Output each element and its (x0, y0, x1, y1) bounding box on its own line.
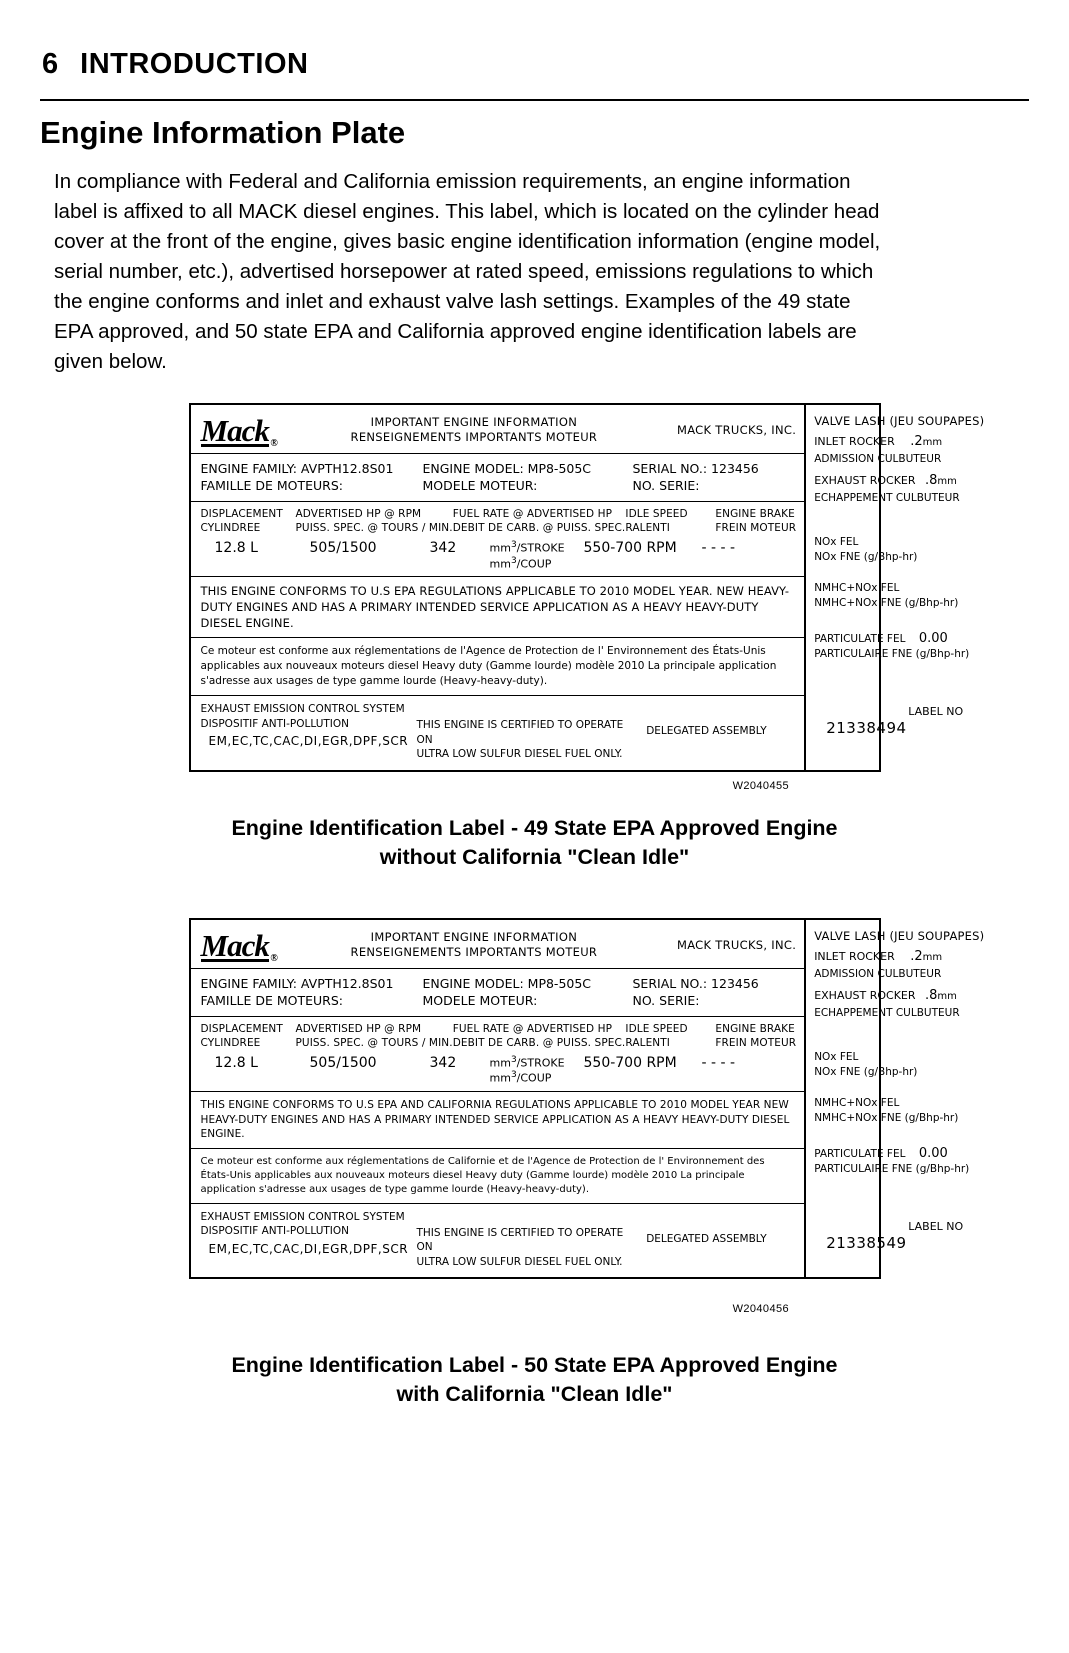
spec-header-displacement-fr: CYLINDREE (200, 1036, 261, 1049)
spec-header-idle-speed-en: IDLE SPEED (625, 508, 688, 520)
important-info-en: IMPORTANT ENGINE INFORMATION (370, 929, 578, 944)
figure-id-2: W2040456 (732, 1303, 789, 1316)
spec-header-fuel-rate (453, 1022, 626, 1050)
exhaust-rocker-unit: mm (937, 476, 957, 487)
chapter-title: INTRODUCTION (80, 48, 309, 80)
exhaust-rocker-row-2 (814, 989, 971, 1004)
fuel-rate-unit-1: mm (489, 541, 511, 555)
inlet-rocker-label: INLET ROCKER (814, 949, 895, 963)
company-name-2: MACK TRUCKS, INC. (676, 937, 797, 952)
engine-model-value: MP8-505C (527, 975, 592, 991)
engine-family-field-2 (201, 975, 413, 1009)
engine-family-label-en: ENGINE FAMILY: (200, 461, 297, 476)
spec-table-values (191, 535, 805, 576)
spec-table-2 (191, 1016, 805, 1091)
serial-number-field (633, 460, 797, 494)
spec-header-fuel-rate-en: FUEL RATE @ ADVERTISED HP (452, 1022, 613, 1035)
exhaust-rocker-label: EXHAUST ROCKER (814, 988, 916, 1002)
label-left-column-2 (191, 920, 807, 1277)
spec-header-idle-speed-fr: RALENTI (625, 1036, 670, 1049)
fuel-cert-line-2: ULTRA LOW SULFUR DIESEL FUEL ONLY. (416, 1255, 623, 1268)
fuel-rate-unit-1-exp: 3 (510, 1054, 517, 1065)
fuel-cert-line-2: ULTRA LOW SULFUR DIESEL FUEL ONLY. (416, 748, 623, 761)
engine-family-value: AVPTH12.8S01 (300, 975, 394, 991)
emission-codes: EM,EC,TC,CAC,DI,EGR,DPF,SCR (208, 734, 409, 749)
nmhc-nox-fne-label: NMHC+NOx FNE (g/Bhp-hr) (814, 1111, 959, 1124)
fuel-certification-text (417, 702, 641, 762)
engine-model-value: MP8-505C (527, 461, 592, 476)
spec-table (191, 501, 805, 576)
particulate-fel-label: PARTICULATE FEL (814, 1147, 906, 1160)
particulate-fel-row (814, 631, 971, 647)
engine-family-label-fr: FAMILLE DE MOTEURS: (200, 992, 343, 1008)
emission-system-en: EXHAUST EMISSION CONTROL SYSTEM (200, 1210, 405, 1223)
exhaust-rocker-value: .8 (925, 987, 938, 1003)
page-number: 6 (42, 48, 59, 80)
figure-caption-line-1: Engine Identification Label - 50 State EPA Approved Engine (231, 1353, 838, 1378)
figure-caption-line-2: with California "Clean Idle" (396, 1382, 673, 1407)
engine-family-value: AVPTH12.8S01 (300, 461, 394, 476)
serial-label-en: SERIAL NO.: (632, 975, 708, 991)
fuel-rate-unit-2: mm (489, 557, 511, 571)
engine-model-label-en: ENGINE MODEL: (422, 461, 524, 476)
hp-rpm-value: 505/1500 (309, 540, 377, 556)
delegated-assembly-text-2: DELEGATED ASSEMBLY (646, 1232, 767, 1245)
label-top-band-2 (191, 920, 805, 968)
spec-header-idle-speed-en: IDLE SPEED (625, 1022, 688, 1035)
hp-rpm-value: 505/1500 (309, 1054, 377, 1071)
nmhc-nox-fel-label: NMHC+NOx FEL (814, 582, 900, 594)
idle-speed-value: 550-700 RPM (583, 1054, 677, 1071)
emission-system-fr: DISPOSITIF ANTI-POLLUTION (200, 1225, 350, 1238)
spec-header-engine-brake-fr: FREIN MOTEUR (715, 1036, 797, 1049)
nmhc-nox-block-2 (814, 1096, 971, 1126)
figure-caption (40, 814, 1029, 872)
nox-fel-label: NOx FEL (814, 1050, 859, 1063)
displacement-value: 12.8 L (214, 540, 258, 556)
spec-table-headers (191, 502, 805, 535)
important-info-fr: RENSEIGNEMENTS IMPORTANTS MOTEUR (350, 944, 598, 959)
valve-lash-title: VALVE LASH (JEU SOUPAPES) (814, 414, 985, 428)
serial-value: 123456 (711, 975, 759, 991)
engine-model-label-fr: MODELE MOTEUR: (422, 478, 538, 493)
particulate-fel-label: PARTICULATE FEL (814, 633, 906, 645)
epa-conformance-text-fr: Ce moteur est conforme aux réglementations de l'Agence de Protection de l' Environnement des États-Unis applicables aux nouveaux moteurs diesel Heavy duty (Gamme lourde) modèle 2010 La principale application s'adresse aux usages de type gamme lourde (Heavy-heavy-duty). (191, 637, 805, 695)
header-divider (40, 99, 1029, 101)
figure-caption-line-1: Engine Identification Label - 49 State EPA Approved Engine (231, 815, 838, 840)
fuel-rate-unit-2-rest: /COUP (516, 1072, 552, 1086)
spec-header-hp-en: ADVERTISED HP @ RPM (295, 508, 422, 520)
important-info-heading (281, 415, 667, 445)
label-wrap-2 (40, 918, 1029, 1279)
engine-information-label (189, 403, 985, 772)
particulate-fel-row (814, 1146, 971, 1162)
fuel-rate-units (488, 539, 584, 570)
inlet-rocker-row (814, 435, 971, 450)
engine-family-field (201, 460, 413, 494)
spec-header-idle-speed (625, 1022, 715, 1050)
fuel-rate-unit-2-rest: /COUP (516, 557, 552, 571)
spec-header-engine-brake (715, 507, 796, 535)
label-right-column (806, 405, 985, 770)
inlet-rocker-value: .2 (910, 434, 923, 449)
exhaust-rocker-value: .8 (925, 473, 938, 488)
spec-header-engine-brake-fr: FREIN MOTEUR (715, 522, 797, 534)
spec-header-displacement (201, 507, 296, 535)
valve-lash-title-2: VALVE LASH (JEU SOUPAPES) (814, 928, 985, 943)
important-info-fr: RENSEIGNEMENTS IMPORTANTS MOTEUR (350, 430, 598, 444)
fuel-rate-unit-1: mm (489, 1056, 511, 1070)
fuel-rate-unit-2-exp: 3 (510, 1070, 517, 1081)
engine-family-row (191, 453, 805, 501)
fuel-rate-unit-1-exp: 3 (510, 540, 517, 550)
figure-caption-line-2: without California "Clean Idle" (379, 844, 690, 869)
fuel-rate-units (488, 1054, 584, 1085)
engine-model-label-fr: MODELE MOTEUR: (422, 992, 538, 1008)
label-left-column (191, 405, 807, 770)
mack-logo-text: Mack (200, 413, 269, 448)
label-bottom-section-2 (191, 1203, 805, 1278)
spec-header-hp (296, 1022, 453, 1050)
spec-header-displacement (201, 1022, 296, 1050)
fuel-rate-value: 342 (429, 1054, 457, 1071)
fuel-certification-text-2 (417, 1210, 641, 1270)
epa-conformance-text-fr-2: Ce moteur est conforme aux réglementations de Californie et de l'Agence de Protection de l' Environnement des États-Unis applicables aux nouveaux moteurs diesel Heavy duty (Gamme lourde) modèle 2010 La principale application s'adresse aux usages de type gamme lourde (Heavy-heavy-duty). (191, 1148, 805, 1203)
fuel-rate-unit-2: mm (489, 1072, 511, 1086)
epa-conformance-text-en-2: THIS ENGINE CONFORMS TO U.S EPA AND CALIFORNIA REGULATIONS APPLICABLE TO 2010 MODEL YEAR NEW HEAVY-DUTY ENGINES AND HAS A PRIMARY INTENDED SERVICE APPLICATION AS A HEAVY HEAVY-DUTY DIESEL ENGINE. (191, 1091, 805, 1148)
epa-conformance-text-en: THIS ENGINE CONFORMS TO U.S EPA REGULATIONS APPLICABLE TO 2010 MODEL YEAR. NEW HEAVY-DUTY ENGINES AND HAS A PRIMARY INTENDED SERVICE APPLICATION AS A HEAVY HEAVY-DUTY DIESEL ENGINE. (191, 576, 805, 637)
company-name: MACK TRUCKS, INC. (676, 423, 797, 437)
label-no-value: 21338494 (826, 719, 907, 737)
particulate-fel-value: 0.00 (918, 1145, 948, 1161)
figure-engine-label-49-state (40, 403, 1029, 872)
exhaust-rocker-label: EXHAUST ROCKER (814, 474, 916, 487)
fuel-cert-line-1: THIS ENGINE IS CERTIFIED TO OPERATE ON (416, 719, 624, 746)
spec-header-displacement-en: DISPLACEMENT (200, 508, 283, 520)
inlet-rocker-unit: mm (922, 437, 943, 448)
engine-family-label-fr: FAMILLE DE MOTEURS: (200, 478, 343, 493)
engine-family-row-2 (191, 968, 805, 1016)
inlet-rocker-label-fr-2: ADMISSION CULBUTEUR (814, 967, 942, 980)
inlet-rocker-value: .2 (910, 948, 923, 964)
spec-table-values-2 (191, 1050, 805, 1091)
nox-fne-label: NOx FNE (g/Bhp-hr) (814, 551, 918, 563)
spec-header-hp-en: ADVERTISED HP @ RPM (295, 1022, 422, 1035)
emission-control-system-2 (201, 1210, 411, 1270)
label-bottom-section (191, 695, 805, 770)
inlet-rocker-label-fr: ADMISSION CULBUTEUR (814, 453, 942, 465)
figure-caption-2 (40, 1351, 1029, 1409)
nmhc-nox-block (814, 581, 971, 611)
serial-number-field-2 (633, 975, 797, 1009)
nmhc-nox-fel-label: NMHC+NOx FEL (814, 1096, 900, 1109)
label-number-block (814, 704, 971, 736)
emission-system-fr: DISPOSITIF ANTI-POLLUTION (200, 717, 350, 730)
serial-label-fr: NO. SERIE: (632, 992, 700, 1008)
nox-fne-label: NOx FNE (g/Bhp-hr) (814, 1065, 918, 1078)
spec-header-engine-brake-en: ENGINE BRAKE (715, 508, 795, 520)
exhaust-rocker-label-fr-2: ECHAPPEMENT CULBUTEUR (814, 1006, 960, 1019)
label-no-text: LABEL NO (908, 1219, 964, 1233)
exhaust-rocker-label-fr: ECHAPPEMENT CULBUTEUR (814, 492, 960, 504)
serial-label-en: SERIAL NO.: (632, 461, 708, 476)
section-title: Engine Information Plate (40, 115, 406, 150)
spec-header-engine-brake-en: ENGINE BRAKE (715, 1022, 795, 1035)
spec-header-idle-speed-fr: RALENTI (625, 522, 670, 534)
fuel-rate-unit-1-rest: /STROKE (516, 1056, 565, 1070)
spec-header-hp-fr: PUISS. SPEC. @ TOURS / MIN. (295, 1036, 453, 1049)
spec-table-headers-2 (191, 1017, 805, 1050)
exhaust-rocker-unit: mm (937, 990, 957, 1002)
mack-logo-text: Mack (200, 927, 269, 963)
engine-model-label-en: ENGINE MODEL: (422, 975, 524, 991)
registered-mark-icon: ® (270, 438, 277, 449)
fuel-rate-unit-1-rest: /STROKE (516, 541, 565, 555)
fuel-rate-unit-2-exp: 3 (510, 555, 517, 566)
inlet-rocker-row-2 (814, 950, 971, 965)
serial-value: 123456 (711, 461, 759, 476)
spec-header-fuel-rate-en: FUEL RATE @ ADVERTISED HP (452, 508, 613, 520)
label-no-text: LABEL NO (908, 705, 964, 718)
spec-header-fuel-rate-fr: DEBIT DE CARB. @ PUISS. SPEC. (452, 1036, 626, 1049)
important-info-en: IMPORTANT ENGINE INFORMATION (370, 415, 578, 429)
label-right-column-2 (806, 920, 985, 1277)
spec-header-engine-brake (715, 1022, 796, 1050)
inlet-rocker-label: INLET ROCKER (814, 435, 895, 448)
spec-header-idle-speed (625, 507, 715, 535)
spec-header-fuel-rate-fr: DEBIT DE CARB. @ PUISS. SPEC. (452, 522, 626, 534)
spec-header-displacement-en: DISPLACEMENT (200, 1022, 283, 1035)
nox-fel-block (814, 535, 971, 565)
engine-model-field-2 (423, 975, 623, 1009)
exhaust-rocker-row (814, 474, 971, 489)
engine-model-field (423, 460, 623, 494)
important-info-heading-2 (281, 930, 667, 960)
spec-header-hp (296, 507, 453, 535)
fuel-cert-line-1: THIS ENGINE IS CERTIFIED TO OPERATE ON (416, 1226, 624, 1254)
nox-fel-label: NOx FEL (814, 536, 859, 548)
particulaire-fne-label: PARTICULAIRE FNE (g/Bhp-hr) (814, 648, 970, 660)
figure-id: W2040455 (732, 779, 789, 792)
mack-logo (201, 413, 275, 447)
spec-header-hp-fr: PUISS. SPEC. @ TOURS / MIN. (295, 522, 453, 534)
delegated-assembly-text: DELEGATED ASSEMBLY (646, 725, 767, 738)
label-top-band (191, 405, 805, 453)
figure-engine-label-50-state (40, 918, 1029, 1409)
spec-header-displacement-fr: CYLINDREE (200, 522, 261, 534)
displacement-value: 12.8 L (214, 1054, 258, 1071)
particulate-fel-value: 0.00 (918, 631, 948, 646)
label-wrap (40, 403, 1029, 772)
serial-label-fr: NO. SERIE: (632, 478, 700, 493)
engine-family-label-en: ENGINE FAMILY: (200, 975, 297, 991)
mack-logo (201, 928, 275, 962)
section-body-text: In compliance with Federal and California emission requirements, an engine information label is affixed to all MACK diesel engines. This label, which is located on the cylinder head cover at the front of the engine, gives basic engine identification information (engine model, serial number, etc.), advertised horsepower at rated speed, emissions regulations to which the engine conforms and inlet and exhaust valve lash settings. Examples of the 49 state EPA approved, and 50 state EPA and California approved engine identification labels are given below. (54, 170, 881, 373)
emission-control-system (201, 702, 411, 762)
nmhc-nox-fne-label: NMHC+NOx FNE (g/Bhp-hr) (814, 597, 959, 609)
idle-speed-value: 550-700 RPM (583, 540, 677, 556)
emission-codes: EM,EC,TC,CAC,DI,EGR,DPF,SCR (208, 1241, 409, 1256)
label-no-value: 21338549 (826, 1233, 907, 1252)
page-header (40, 0, 1029, 81)
label-number-block-2 (814, 1219, 971, 1251)
engine-brake-value: - - - - (701, 540, 736, 556)
fuel-rate-value: 342 (429, 540, 457, 556)
particulaire-fne-label: PARTICULAIRE FNE (g/Bhp-hr) (814, 1162, 970, 1175)
emission-system-en: EXHAUST EMISSION CONTROL SYSTEM (200, 703, 405, 716)
particulate-block (814, 631, 971, 662)
engine-information-label-2 (189, 918, 985, 1279)
particulate-block-2 (814, 1146, 971, 1177)
spec-header-fuel-rate (453, 507, 626, 535)
registered-mark-icon: ® (270, 952, 277, 964)
engine-brake-value: - - - - (701, 1054, 736, 1071)
inlet-rocker-unit: mm (922, 951, 943, 963)
nox-fel-block-2 (814, 1050, 971, 1080)
